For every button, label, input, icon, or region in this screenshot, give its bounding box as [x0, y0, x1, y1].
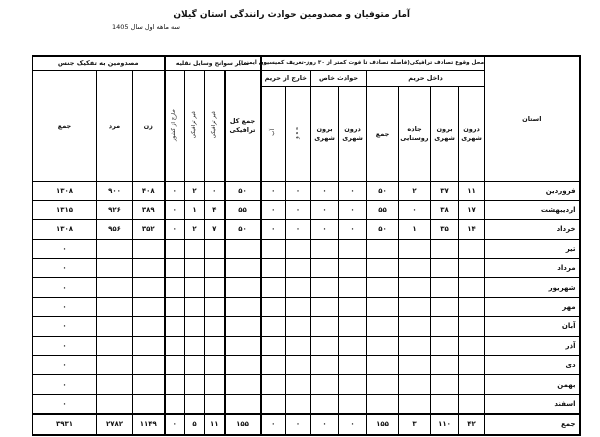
location-group-header: محل وقوع تصادف ترافیکی(فاصله تصادف تا فوت کمتر از ۳۰ روز-تعریف کمیسیون ایمنی): [261, 56, 485, 70]
value-cell: ۰: [339, 181, 367, 200]
value-cell: [286, 336, 311, 355]
value-cell: [431, 356, 459, 375]
month-cell: مرداد: [485, 259, 580, 278]
value-cell: [399, 278, 431, 297]
value-cell: [339, 297, 367, 316]
value-cell: ۵۰: [225, 181, 261, 200]
value-cell: ۴۲: [459, 414, 485, 434]
value-cell: [133, 375, 165, 394]
value-cell: [431, 336, 459, 355]
value-cell: [286, 297, 311, 316]
value-cell: ۵۰: [367, 220, 399, 239]
value-cell: [339, 259, 367, 278]
value-cell: [225, 297, 261, 316]
value-cell: [286, 278, 311, 297]
value-cell: ۱۳۰۸: [33, 220, 97, 239]
injured-by-gender-header: مصدومین به تفکیک جنس: [33, 56, 165, 70]
value-cell: [367, 375, 399, 394]
value-cell: [133, 278, 165, 297]
value-cell: ۰: [165, 200, 185, 219]
value-cell: ۱۱۰: [431, 414, 459, 434]
value-cell: [399, 375, 431, 394]
value-cell: [205, 239, 225, 258]
table-body: [33, 181, 580, 435]
value-cell: ۵۵: [367, 200, 399, 219]
value-cell: ۰: [311, 220, 339, 239]
value-cell: [165, 239, 185, 258]
table-row: [33, 181, 580, 200]
value-cell: ۹۲۶: [97, 200, 133, 219]
value-cell: ۰: [33, 239, 97, 258]
value-cell: [205, 317, 225, 336]
value-cell: [431, 317, 459, 336]
table-row: [33, 356, 580, 375]
out-border-col2-header: آب: [261, 86, 286, 181]
value-cell: [225, 259, 261, 278]
value-cell: ۰: [33, 317, 97, 336]
value-cell: ۰: [339, 414, 367, 434]
value-cell: [399, 336, 431, 355]
value-cell: [339, 239, 367, 258]
value-cell: [97, 278, 133, 297]
in-border-total-header: جمع: [367, 86, 399, 181]
value-cell: ۰: [261, 200, 286, 219]
value-cell: ۰: [33, 394, 97, 414]
value-cell: [185, 259, 205, 278]
value-cell: [339, 394, 367, 414]
traffic-total-header: جمع کل ترافیکی: [225, 70, 261, 181]
value-cell: ۳۸۹: [133, 200, 165, 219]
value-cell: [311, 239, 339, 258]
value-cell: [431, 259, 459, 278]
value-cell: [261, 375, 286, 394]
value-cell: [133, 336, 165, 355]
value-cell: [205, 356, 225, 375]
value-cell: ۰: [286, 181, 311, 200]
value-cell: ۰: [311, 414, 339, 434]
value-cell: [205, 259, 225, 278]
value-cell: [225, 356, 261, 375]
value-cell: [431, 239, 459, 258]
value-cell: ۰: [339, 200, 367, 219]
value-cell: [165, 259, 185, 278]
male-header: مرد: [97, 70, 133, 181]
month-cell: فروردین: [485, 181, 580, 200]
value-cell: [133, 394, 165, 414]
value-cell: ۴۰۸: [133, 181, 165, 200]
value-cell: ۱۴: [459, 220, 485, 239]
value-cell: [165, 278, 185, 297]
value-cell: ۰: [33, 336, 97, 355]
value-cell: ۱۵۵: [367, 414, 399, 434]
value-cell: [205, 394, 225, 414]
value-cell: ۱۱: [205, 414, 225, 434]
value-cell: [225, 239, 261, 258]
value-cell: ۰: [165, 220, 185, 239]
female-header: زن: [133, 70, 165, 181]
value-cell: [459, 278, 485, 297]
value-cell: [261, 336, 286, 355]
table-row: [33, 317, 580, 336]
value-cell: [261, 297, 286, 316]
value-cell: ۰: [286, 220, 311, 239]
value-cell: [286, 239, 311, 258]
value-cell: ۰: [33, 278, 97, 297]
table-row: [33, 259, 580, 278]
report-header: [40, 6, 580, 32]
value-cell: ۱۱۴۹: [133, 414, 165, 434]
report-period: سه ماهه اول سال 1405: [112, 23, 180, 31]
value-cell: [225, 394, 261, 414]
value-cell: ۳۹۳۱: [33, 414, 97, 434]
value-cell: [459, 375, 485, 394]
value-cell: ۲: [185, 181, 205, 200]
value-cell: ۱۵۵: [225, 414, 261, 434]
value-cell: [311, 356, 339, 375]
report-title: آمار متوفیان و مصدومین حوادث رانندگی استان گیلان: [173, 10, 410, 20]
month-cell: مهر: [485, 297, 580, 316]
value-cell: ۰: [286, 200, 311, 219]
value-cell: [459, 336, 485, 355]
value-cell: [185, 278, 205, 297]
value-cell: [261, 259, 286, 278]
value-cell: [286, 375, 311, 394]
value-cell: [133, 317, 165, 336]
value-cell: [286, 259, 311, 278]
value-cell: ۰: [33, 375, 97, 394]
value-cell: ۱۷: [459, 200, 485, 219]
value-cell: [97, 375, 133, 394]
value-cell: [311, 297, 339, 316]
value-cell: [185, 317, 205, 336]
value-cell: [97, 297, 133, 316]
month-cell: بهمن: [485, 375, 580, 394]
table-row: [33, 375, 580, 394]
value-cell: ۳: [399, 414, 431, 434]
value-cell: [205, 278, 225, 297]
province-header: استان: [485, 56, 580, 181]
value-cell: [261, 317, 286, 336]
value-cell: [399, 356, 431, 375]
value-cell: ۱۳۰۸: [33, 181, 97, 200]
value-cell: [205, 375, 225, 394]
value-cell: [225, 375, 261, 394]
month-cell: آبان: [485, 317, 580, 336]
value-cell: [431, 375, 459, 394]
value-cell: [311, 259, 339, 278]
value-cell: [459, 394, 485, 414]
value-cell: ۰: [33, 356, 97, 375]
nontraffic-1-header: غیر ترافیکی: [205, 70, 225, 181]
value-cell: ۳۷: [431, 181, 459, 200]
value-cell: [97, 317, 133, 336]
table-row: [33, 239, 580, 258]
value-cell: [133, 356, 165, 375]
value-cell: [185, 356, 205, 375]
in-border-header: داخل حریم: [367, 70, 485, 86]
value-cell: [339, 375, 367, 394]
special-out-city-header: برون شهری: [311, 86, 339, 181]
value-cell: [431, 278, 459, 297]
value-cell: [399, 239, 431, 258]
month-cell: دی: [485, 356, 580, 375]
value-cell: [367, 239, 399, 258]
value-cell: [165, 356, 185, 375]
value-cell: ۰: [205, 181, 225, 200]
out-border-col1-header: ه ه و: [286, 86, 311, 181]
value-cell: [311, 375, 339, 394]
value-cell: [133, 239, 165, 258]
month-cell: اسفند: [485, 394, 580, 414]
value-cell: ۰: [311, 181, 339, 200]
month-cell: جمع: [485, 414, 580, 434]
value-cell: [261, 394, 286, 414]
value-cell: [225, 278, 261, 297]
value-cell: ۵: [185, 414, 205, 434]
value-cell: ۰: [33, 259, 97, 278]
value-cell: [459, 356, 485, 375]
value-cell: ۳۵: [431, 220, 459, 239]
value-cell: [339, 278, 367, 297]
value-cell: [431, 394, 459, 414]
value-cell: [185, 239, 205, 258]
out-city-header: برون شهری: [431, 86, 459, 181]
value-cell: [261, 278, 286, 297]
value-cell: ۱۱: [459, 181, 485, 200]
abroad-header: خارج از کشور: [165, 70, 185, 181]
nontraffic-2-header: غیر ترافیکی: [185, 70, 205, 181]
value-cell: [339, 356, 367, 375]
month-cell: تیر: [485, 239, 580, 258]
value-cell: [431, 297, 459, 316]
value-cell: [311, 394, 339, 414]
value-cell: [311, 336, 339, 355]
value-cell: ۰: [165, 414, 185, 434]
value-cell: ۵۵: [225, 200, 261, 219]
value-cell: [286, 394, 311, 414]
value-cell: ۲: [185, 220, 205, 239]
value-cell: [97, 336, 133, 355]
value-cell: [261, 356, 286, 375]
value-cell: ۰: [286, 414, 311, 434]
value-cell: [459, 297, 485, 316]
value-cell: [225, 317, 261, 336]
value-cell: ۷: [205, 220, 225, 239]
table-row: [33, 394, 580, 414]
value-cell: [339, 317, 367, 336]
value-cell: ۳۸: [431, 200, 459, 219]
value-cell: ۲: [399, 181, 431, 200]
special-accidents-header: حوادث خاص: [311, 70, 367, 86]
value-cell: [97, 356, 133, 375]
value-cell: ۱: [399, 220, 431, 239]
value-cell: [165, 317, 185, 336]
value-cell: [367, 259, 399, 278]
value-cell: [311, 278, 339, 297]
value-cell: [165, 336, 185, 355]
value-cell: ۰: [33, 297, 97, 316]
value-cell: [165, 394, 185, 414]
value-cell: [367, 394, 399, 414]
value-cell: [367, 356, 399, 375]
value-cell: [185, 336, 205, 355]
value-cell: ۱۳۱۵: [33, 200, 97, 219]
value-cell: ۰: [399, 200, 431, 219]
value-cell: ۰: [339, 220, 367, 239]
month-cell: آذر: [485, 336, 580, 355]
special-in-city-header: درون شهری: [339, 86, 367, 181]
table-row: [33, 220, 580, 239]
value-cell: ۰: [311, 200, 339, 219]
value-cell: [185, 297, 205, 316]
value-cell: [165, 297, 185, 316]
table-row: [33, 200, 580, 219]
value-cell: ۵۰: [367, 181, 399, 200]
month-cell: اردیبهشت: [485, 200, 580, 219]
month-cell: خرداد: [485, 220, 580, 239]
value-cell: [459, 317, 485, 336]
value-cell: [286, 356, 311, 375]
value-cell: [133, 259, 165, 278]
value-cell: ۰: [261, 220, 286, 239]
table-row: [33, 278, 580, 297]
in-city-header: درون شهری: [459, 86, 485, 181]
value-cell: [165, 375, 185, 394]
other-accidents-header: سایر سوانح وسایل نقلیه: [165, 56, 261, 70]
value-cell: [97, 394, 133, 414]
value-cell: [133, 297, 165, 316]
month-cell: شهریور: [485, 278, 580, 297]
value-cell: [261, 239, 286, 258]
value-cell: [225, 336, 261, 355]
value-cell: [459, 259, 485, 278]
value-cell: [399, 394, 431, 414]
value-cell: [311, 317, 339, 336]
value-cell: [399, 259, 431, 278]
value-cell: ۹۵۶: [97, 220, 133, 239]
value-cell: ۰: [165, 181, 185, 200]
out-border-header: خارج از حریم: [261, 70, 311, 86]
value-cell: ۲۷۸۲: [97, 414, 133, 434]
value-cell: [339, 336, 367, 355]
rural-road-header: جاده روستایی: [399, 86, 431, 181]
table-row: [33, 297, 580, 316]
value-cell: [399, 297, 431, 316]
value-cell: [459, 239, 485, 258]
total-row: [33, 414, 580, 434]
value-cell: [205, 336, 225, 355]
value-cell: ۰: [261, 414, 286, 434]
value-cell: ۹۰۰: [97, 181, 133, 200]
table-row: [33, 336, 580, 355]
value-cell: ۴: [205, 200, 225, 219]
value-cell: [97, 239, 133, 258]
value-cell: [399, 317, 431, 336]
value-cell: [286, 317, 311, 336]
value-cell: [185, 375, 205, 394]
value-cell: [367, 297, 399, 316]
value-cell: ۳۵۲: [133, 220, 165, 239]
injured-sum-header: جمع: [33, 70, 97, 181]
value-cell: ۰: [261, 181, 286, 200]
value-cell: [97, 259, 133, 278]
value-cell: [367, 317, 399, 336]
value-cell: [367, 278, 399, 297]
value-cell: [367, 336, 399, 355]
value-cell: [185, 394, 205, 414]
accident-statistics-table: [32, 55, 581, 436]
value-cell: ۱: [185, 200, 205, 219]
value-cell: [205, 297, 225, 316]
value-cell: ۵۰: [225, 220, 261, 239]
